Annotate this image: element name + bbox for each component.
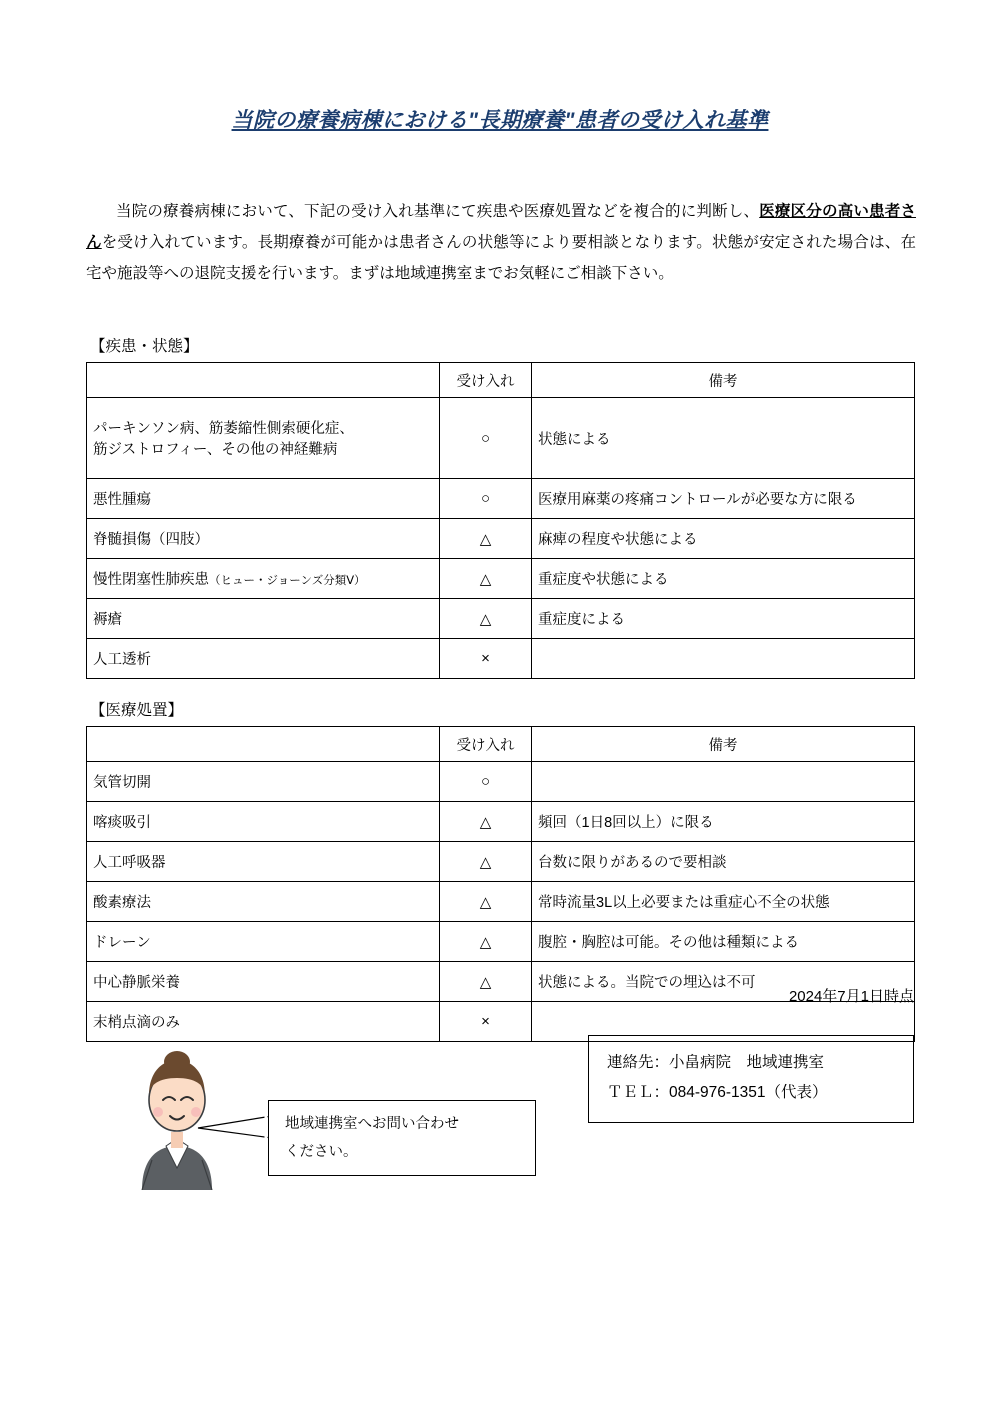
section1-label: 【疾患・状態】 xyxy=(90,338,199,355)
row-note xyxy=(532,762,915,802)
row-name: 気管切開 xyxy=(87,762,440,802)
table-row xyxy=(87,842,915,882)
callout-pointer xyxy=(196,1112,272,1142)
row-note: 常時流量3L以上必要または重症心不全の状態 xyxy=(532,882,915,922)
row-name xyxy=(87,559,440,599)
section2-label: 【医療処置】 xyxy=(90,702,184,719)
row-name: 喀痰吸引 xyxy=(87,802,440,842)
header-note: 備考 xyxy=(532,363,915,398)
row-note: 麻痺の程度や状態による xyxy=(532,519,915,559)
contact-line-2: ＴＥＬ：084-976-1351（代表） xyxy=(607,1084,828,1101)
row-accept: ○ xyxy=(440,479,532,519)
header-accept: 受け入れ xyxy=(440,727,532,762)
table-row xyxy=(87,922,915,962)
callout-line-2: ください。 xyxy=(285,1144,358,1160)
row-note: 医療用麻薬の疼痛コントロールが必要な方に限る xyxy=(532,479,915,519)
row-name: 褥瘡 xyxy=(87,599,440,639)
row-name: 脊髄損傷（四肢） xyxy=(87,519,440,559)
row-accept: △ xyxy=(440,519,532,559)
header-name xyxy=(87,363,440,398)
row-note: 腹腔・胸腔は可能。その他は種類による xyxy=(532,922,915,962)
table-row xyxy=(87,398,915,479)
row-accept: × xyxy=(440,1002,532,1042)
header-accept: 受け入れ xyxy=(440,363,532,398)
row-note: 重症度による xyxy=(532,599,915,639)
row-name-main: 慢性閉塞性肺疾患 xyxy=(93,572,209,588)
row-note: 重症度や状態による xyxy=(532,559,915,599)
table-row xyxy=(87,599,915,639)
row-name: 悪性腫瘍 xyxy=(87,479,440,519)
row-name-line1: パーキンソン病、筋萎縮性側索硬化症、 xyxy=(93,421,354,437)
row-name: 人工透析 xyxy=(87,639,440,679)
contact-box xyxy=(588,1035,914,1123)
row-accept: △ xyxy=(440,962,532,1002)
intro-paragraph xyxy=(86,196,916,289)
header-name xyxy=(87,727,440,762)
row-accept: △ xyxy=(440,802,532,842)
row-name xyxy=(87,398,440,479)
intro-emphasis: 医療区分の高い患者さん xyxy=(86,202,916,251)
row-accept: △ xyxy=(440,922,532,962)
row-name: 中心静脈栄養 xyxy=(87,962,440,1002)
row-note: 台数に限りがあるので要相談 xyxy=(532,842,915,882)
header-note: 備考 xyxy=(532,727,915,762)
row-name-annotation: （ヒュー・ジョーンズ分類Ⅴ） xyxy=(209,575,366,587)
table-row xyxy=(87,802,915,842)
row-name: 人工呼吸器 xyxy=(87,842,440,882)
intro-text-part1: 当院の療養病棟において、下記の受け入れ基準にて疾患や医療処置などを複合的に判断し、 xyxy=(116,202,760,220)
table-row xyxy=(87,882,915,922)
callout-box xyxy=(268,1100,536,1176)
row-name: 末梢点滴のみ xyxy=(87,1002,440,1042)
date-stamp: 2024年7月1日時点 xyxy=(788,988,914,1005)
intro-text-part2: を受け入れています。長期療養が可能かは患者さんの状態等により要相談となります。状態が安定された場合は、在宅や施設等への退院支援を行います。まずは地域連携室までお気軽にご相談下さい。 xyxy=(86,233,916,282)
table-row xyxy=(87,479,915,519)
table-row xyxy=(87,762,915,802)
row-note: 頻回（1日8回以上）に限る xyxy=(532,802,915,842)
row-name: ドレーン xyxy=(87,922,440,962)
row-accept: △ xyxy=(440,599,532,639)
table-header-row xyxy=(87,727,915,762)
contact-line-1: 連絡先：小畠病院 地域連携室 xyxy=(607,1054,825,1071)
row-note: 状態による。当院での埋込は不可 xyxy=(532,962,915,1002)
row-accept: × xyxy=(440,639,532,679)
disease-condition-table xyxy=(86,362,915,679)
row-name-line2: 筋ジストロフィー、その他の神経難病 xyxy=(93,442,338,458)
callout-line-1: 地域連携室へお問い合わせ xyxy=(285,1116,459,1132)
row-accept: ○ xyxy=(440,398,532,479)
table-header-row xyxy=(87,363,915,398)
table-row xyxy=(87,639,915,679)
page-title: 当院の療養病棟における"長期療養"患者の受け入れ基準 xyxy=(231,109,769,132)
row-accept: △ xyxy=(440,559,532,599)
row-accept: △ xyxy=(440,842,532,882)
row-note: 状態による xyxy=(532,398,915,479)
row-name: 酸素療法 xyxy=(87,882,440,922)
row-accept: △ xyxy=(440,882,532,922)
table-row xyxy=(87,559,915,599)
table-row xyxy=(87,519,915,559)
row-note xyxy=(532,639,915,679)
row-accept: ○ xyxy=(440,762,532,802)
